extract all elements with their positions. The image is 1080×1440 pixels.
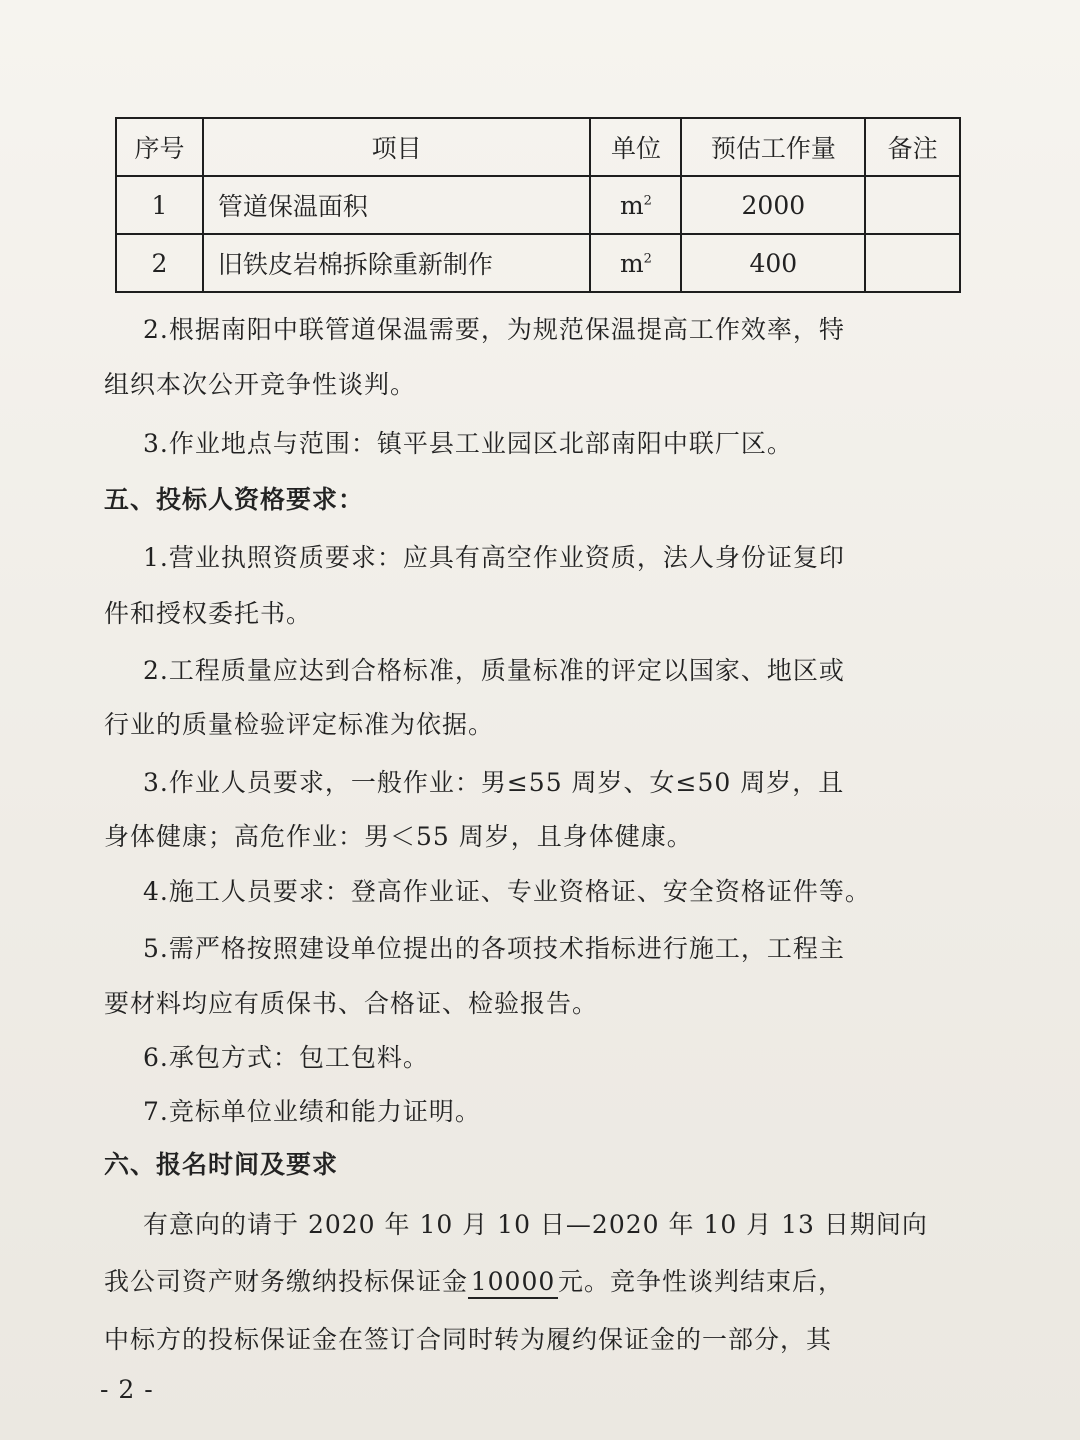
row-item: 旧铁皮岩棉拆除重新制作 bbox=[203, 234, 591, 292]
row-unit: $m^2$ bbox=[590, 234, 681, 292]
req-2-line2: 行业的质量检验评定标准为依据。 bbox=[104, 710, 495, 739]
row-note bbox=[865, 234, 960, 292]
req-4: 4.施工人员要求：登高作业证、专业资格证、安全资格证件等。 bbox=[143, 877, 871, 906]
table-header-row bbox=[116, 118, 960, 176]
req-7: 7.竞标单位业绩和能力证明。 bbox=[143, 1097, 481, 1126]
paragraph-3: 3.作业地点与范围：镇平县工业园区北部南阳中联厂区。 bbox=[143, 429, 793, 458]
req-3-line1: 3.作业人员要求，一般作业：男≤55 周岁、女≤50 周岁，且 bbox=[143, 768, 845, 797]
header-unit: 单位 bbox=[590, 118, 681, 176]
row-quantity: 400 bbox=[681, 234, 865, 292]
row-quantity: 2000 bbox=[681, 176, 865, 234]
header-quantity: 预估工作量 bbox=[681, 118, 865, 176]
header-note: 备注 bbox=[865, 118, 960, 176]
table-row bbox=[116, 234, 960, 292]
deposit-amount: 10000 bbox=[468, 1267, 558, 1299]
row-no: 2 bbox=[116, 234, 203, 292]
paragraph-2-line2: 组织本次公开竞争性谈判。 bbox=[104, 370, 417, 399]
registration-line2: 我公司资产财务缴纳投标保证金 10000 元。竞争性谈判结束后， bbox=[104, 1262, 844, 1299]
section-6-heading: 六、报名时间及要求 bbox=[104, 1150, 339, 1179]
registration-line3: 中标方的投标保证金在签订合同时转为履约保证金的一部分，其 bbox=[104, 1325, 833, 1354]
workload-table bbox=[115, 117, 961, 293]
req-3-line2: 身体健康；高危作业：男＜55 周岁，且身体健康。 bbox=[104, 822, 693, 851]
row-no: 1 bbox=[116, 176, 203, 234]
section-5-heading: 五、投标人资格要求： bbox=[104, 485, 365, 514]
row-item: 管道保温面积 bbox=[203, 176, 591, 234]
req-6: 6.承包方式：包工包料。 bbox=[143, 1043, 429, 1072]
paragraph-2-line1: 2.根据南阳中联管道保温需要，为规范保温提高工作效率，特 bbox=[143, 315, 845, 344]
req-5-line1: 5.需严格按照建设单位提出的各项技术指标进行施工，工程主 bbox=[143, 934, 845, 963]
header-item: 项目 bbox=[203, 118, 591, 176]
table-row bbox=[116, 176, 960, 234]
req-2-line1: 2.工程质量应达到合格标准，质量标准的评定以国家、地区或 bbox=[143, 656, 845, 685]
req-1-line1: 1.营业执照资质要求：应具有高空作业资质，法人身份证复印 bbox=[143, 543, 845, 572]
row-unit: $m^2$ bbox=[590, 176, 681, 234]
req-1-line2: 件和授权委托书。 bbox=[104, 599, 313, 628]
registration-line1: 有意向的请于 2020 年 10 月 10 日—2020 年 10 月 13 日期间向 bbox=[143, 1210, 928, 1239]
header-no: 序号 bbox=[116, 118, 203, 176]
page-number: - 2 - bbox=[100, 1375, 154, 1404]
req-5-line2: 要材料均应有质保书、合格证、检验报告。 bbox=[104, 989, 599, 1018]
row-note bbox=[865, 176, 960, 234]
